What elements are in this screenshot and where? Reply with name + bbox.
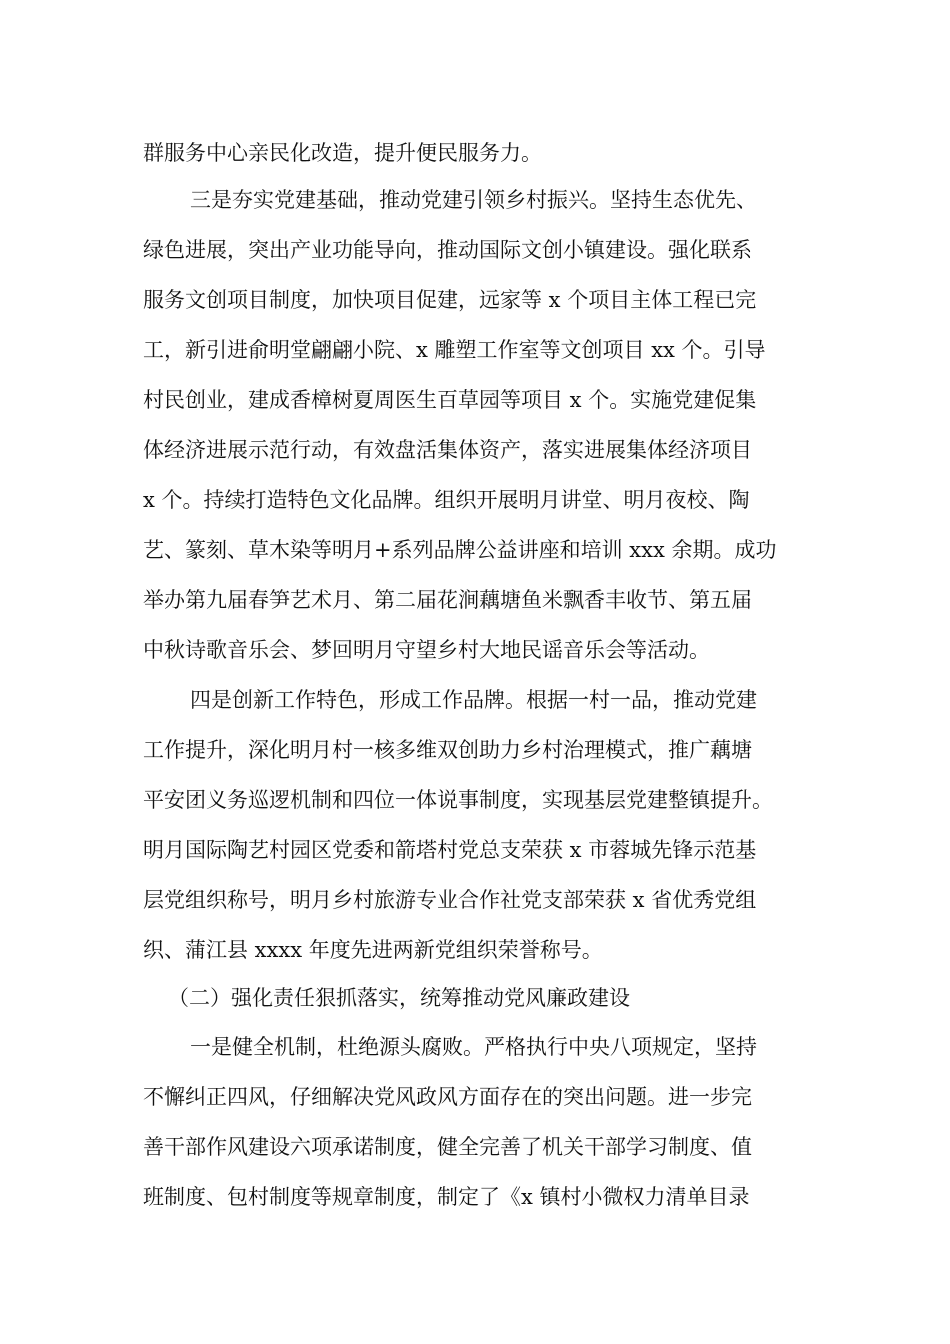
paragraph-line [0,725,950,775]
line-text: 班制度、包村制度等规章制度，制定了《x 镇村小微权力清单目录 [143,1185,750,1209]
paragraph-line [0,825,950,875]
paragraph-line [0,475,950,525]
line-text: 明月国际陶艺村园区党委和箭塔村党总支荣获 x 市蓉城先锋示范基 [143,838,757,862]
line-text: 工，新引进俞明堂翩翩小院、x 雕塑工作室等文创项目 xx 个。引导 [143,338,766,362]
paragraph-line [0,325,950,375]
line-text: 不懈纠正四风，仔细解决党风政风方面存在的突出问题。进一步完 [143,1085,752,1109]
line-text: 服务文创项目制度，加快项目促建，远家等 x 个项目主体工程已完 [143,288,757,312]
line-text: 善干部作风建设六项承诺制度，健全完善了机关干部学习制度、值 [143,1135,752,1159]
paragraph-line [0,175,950,225]
line-text: 一是健全机制，杜绝源头腐败。严格执行中央八项规定，坚持 [190,1035,757,1059]
line-text: 三是夯实党建基础，推动党建引领乡村振兴。坚持生态优先、 [190,188,757,212]
paragraph-line [0,425,950,475]
paragraph-line [0,1122,950,1172]
line-text: 织、蒲江县 xxxx 年度先进两新党组织荣誉称号。 [143,938,603,962]
line-text: 平安团义务巡逻机制和四位一体说事制度，实现基层党建整镇提升。 [143,788,773,812]
paragraph-line [0,525,950,575]
line-text: 四是创新工作特色，形成工作品牌。根据一村一品，推动党建 [190,688,757,712]
line-text: 群服务中心亲民化改造，提升便民服务力。 [143,141,542,165]
heading-text: （二）强化责任狠抓落实，统筹推动党风廉政建设 [168,986,630,1010]
line-text: 工作提升，深化明月村一核多维双创助力乡村治理模式，推广藕塘 [143,738,752,762]
paragraph-line [0,925,950,975]
line-text: 中秋诗歌音乐会、梦回明月守望乡村大地民谣音乐会等活动。 [143,638,710,662]
line-text: 绿色进展，突出产业功能导向，推动国际文创小镇建设。强化联系 [143,238,752,262]
paragraph-line [0,675,950,725]
line-text: x 个。持续打造特色文化品牌。组织开展明月讲堂、明月夜校、陶 [143,488,750,512]
paragraph-line [0,775,950,825]
paragraph-line [0,225,950,275]
paragraph-line [0,128,950,178]
paragraph-line [0,625,950,675]
line-text: 层党组织称号，明月乡村旅游专业合作社党支部荣获 x 省优秀党组 [143,888,757,912]
line-text: 村民创业，建成香樟树夏周医生百草园等项目 x 个。实施党建促集 [143,388,757,412]
section-heading [0,973,950,1023]
line-text: 体经济进展示范行动，有效盘活集体资产，落实进展集体经济项目 [143,438,752,462]
line-text: 艺、篆刻、草木染等明月+系列品牌公益讲座和培训 xxx 余期。成功 [143,538,777,562]
paragraph-line [0,275,950,325]
paragraph-line [0,375,950,425]
paragraph-line [0,1072,950,1122]
paragraph-line [0,1172,950,1222]
paragraph-line [0,875,950,925]
paragraph-line [0,1022,950,1072]
line-text: 举办第九届春笋艺术月、第二届花涧藕塘鱼米飘香丰收节、第五届 [143,588,752,612]
paragraph-line [0,575,950,625]
